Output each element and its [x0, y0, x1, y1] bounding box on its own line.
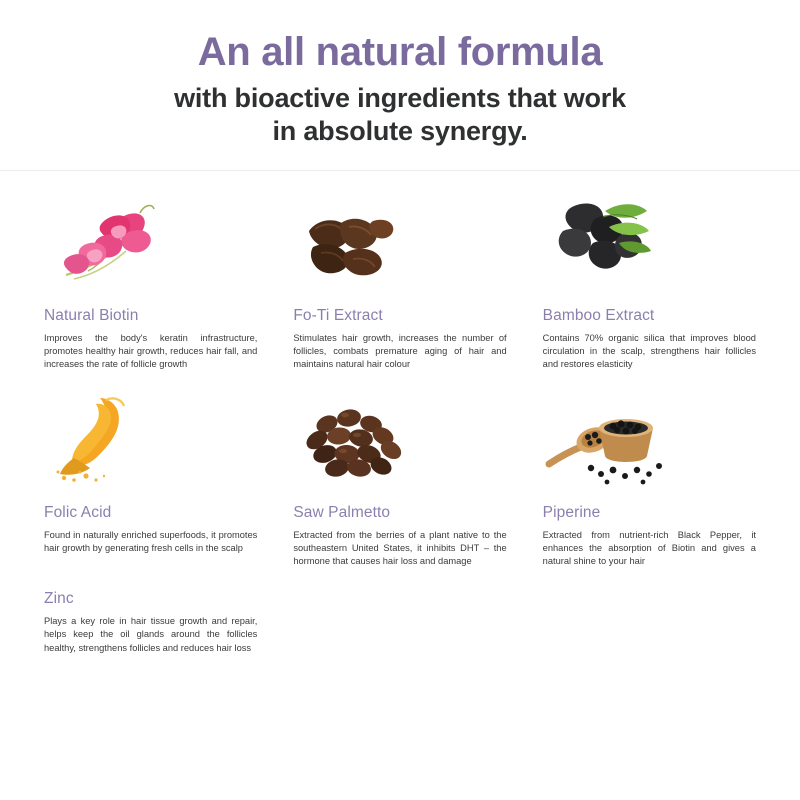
ingredient-card-piperine — [543, 394, 756, 569]
ingredient-title: Bamboo Extract — [542, 307, 655, 324]
ingredient-card-bamboo-extract — [543, 197, 756, 372]
ingredient-card-fo-ti-extract — [293, 197, 506, 372]
brown-berries-icon — [293, 394, 506, 490]
ingredient-card-folic-acid — [44, 394, 257, 569]
page-subtitle-line1: with bioactive ingredients that work — [174, 83, 626, 113]
ingredient-card-saw-palmetto — [293, 394, 506, 569]
ingredient-description: Contains 70% organic silica that improves blood circulation in the scalp, strengthens hair follicles and restores elasticity — [542, 333, 756, 370]
page-title: An all natural formula — [197, 30, 603, 74]
ingredient-description: Extracted from nutrient-rich Black Pepper, it enhances the absorption of Biotin and gives a natural shine to your hair — [542, 529, 756, 567]
pink-flower-icon — [44, 197, 257, 293]
ingredient-grid — [0, 171, 800, 655]
ingredient-description: Extracted from the berries of a plant native to the southeastern United States, it inhibits DHT – the hormone that causes hair loss and damage — [293, 529, 507, 567]
ingredient-description: Found in naturally enriched superfoods, it promotes hair growth by generating fresh cells in the scalp — [44, 529, 258, 553]
dried-root-pieces-icon — [293, 197, 506, 293]
ingredient-title: Fo-Ti Extract — [293, 307, 383, 324]
ingredient-card-natural-biotin — [44, 197, 257, 372]
yellow-powder-swirl-icon — [44, 394, 257, 490]
ingredient-title: Saw Palmetto — [293, 503, 391, 521]
page-subtitle-line2: in absolute synergy. — [272, 116, 528, 146]
ingredient-description: Improves the body's keratin infrastructure, promotes healthy hair growth, reduces hair fall, and increases the rate of follicle growth — [44, 333, 258, 370]
ingredient-card-zinc — [44, 590, 257, 655]
bamboo-charcoal-icon — [543, 197, 756, 293]
ingredient-title: Piperine — [542, 503, 601, 521]
ingredient-description: Plays a key role in hair tissue growth and repair, helps keep the oil glands around the follicles healthy, strengthens follicles and reduces hair loss — [44, 616, 258, 653]
ingredient-title: Folic Acid — [44, 503, 112, 521]
black-pepper-bowl-icon — [543, 394, 756, 490]
ingredient-title: Natural Biotin — [44, 307, 139, 324]
ingredient-title: Zinc — [44, 590, 74, 608]
ingredient-description: Stimulates hair growth, increases the number of follicles, combats premature aging of hair and maintains natural hair colour — [293, 333, 507, 370]
page-header — [0, 0, 800, 171]
